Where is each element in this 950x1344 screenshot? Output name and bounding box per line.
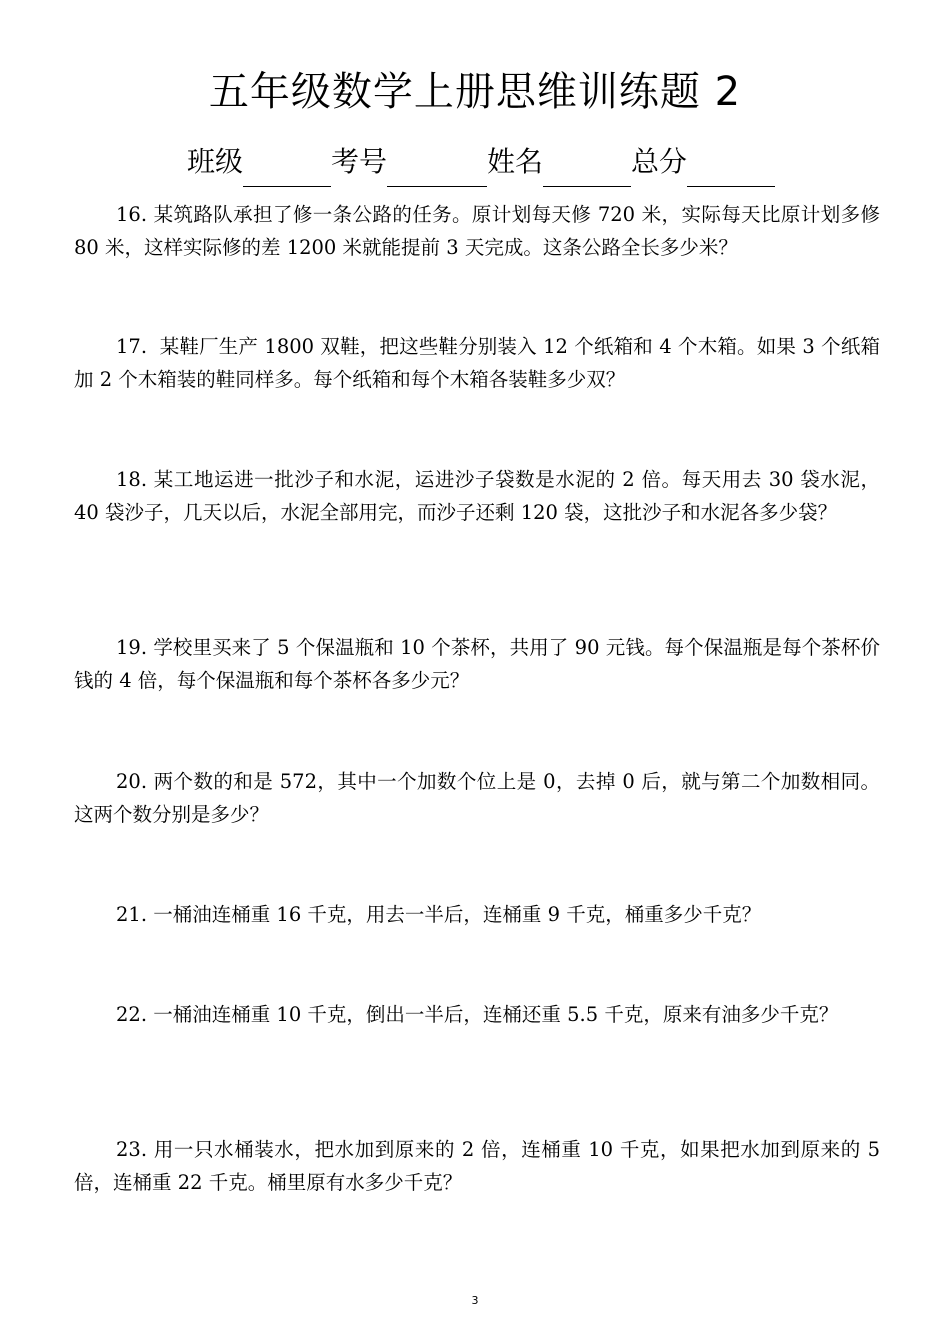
- class-field: [187, 142, 331, 187]
- class-blank[interactable]: [243, 142, 331, 187]
- total-score-label: 总分: [631, 145, 688, 178]
- question-21: [74, 898, 880, 931]
- total-score-blank[interactable]: [687, 142, 775, 187]
- question-text: 某筑路队承担了修一条公路的任务。原计划每天修 720 米，实际每天比原计划多修 80 米，这样实际修的差 1200 米就能提前 3 天完成。这条公路全长多少米？: [74, 203, 880, 259]
- question-text: 某工地运进一批沙子和水泥，运进沙子袋数是水泥的 2 倍。每天用去 30 袋水泥，40 袋沙子，几天以后，水泥全部用完，而沙子还剩 120 袋，这批沙子和水泥各多少袋？: [74, 468, 881, 524]
- question-number: 22.: [116, 1003, 148, 1026]
- question-number: 23.: [116, 1138, 148, 1161]
- question-text: 某鞋厂生产 1800 双鞋，把这些鞋分别装入 12 个纸箱和 4 个木箱。如果 3 个纸箱加 2 个木箱装的鞋同样多。每个纸箱和每个木箱各装鞋多少双？: [74, 335, 880, 391]
- exam-number-field: [331, 142, 487, 187]
- class-label: 班级: [187, 145, 244, 178]
- name-field: [487, 142, 631, 187]
- page-title: 五年级数学上册思维训练题 2: [208, 69, 742, 115]
- question-19: [74, 631, 880, 697]
- exam-number-label: 考号: [331, 145, 388, 178]
- question-text: 学校里买来了 5 个保温瓶和 10 个茶杯，共用了 90 元钱。每个保温瓶是每个茶杯价钱的 4 倍，每个保温瓶和每个茶杯各多少元？: [74, 636, 880, 692]
- question-17: [74, 330, 880, 396]
- question-text: 两个数的和是 572，其中一个加数个位上是 0，去掉 0 后，就与第二个加数相同。这两个数分别是多少？: [74, 770, 881, 826]
- exam-number-blank[interactable]: [387, 142, 487, 187]
- question-23: [74, 1133, 880, 1199]
- question-number: 18.: [116, 468, 148, 491]
- total-score-field: [631, 142, 775, 187]
- question-number: 20.: [116, 770, 148, 793]
- question-20: [74, 765, 880, 831]
- question-number: 19.: [116, 636, 148, 659]
- question-text: 用一只水桶装水，把水加到原来的 2 倍，连桶重 10 千克，如果把水加到原来的 5 倍，连桶重 22 千克。桶里原有水多少千克？: [74, 1138, 881, 1194]
- question-22: [74, 998, 880, 1031]
- question-text: 一桶油连桶重 10 千克，倒出一半后，连桶还重 5.5 千克，原来有油多少千克？: [153, 1003, 839, 1026]
- question-text: 一桶油连桶重 16 千克，用去一半后，连桶重 9 千克，桶重多少千克？: [153, 903, 762, 926]
- header-fields: [187, 142, 775, 188]
- question-number: 17.: [116, 335, 148, 358]
- question-number: 21.: [116, 903, 148, 926]
- name-blank[interactable]: [543, 142, 631, 187]
- question-18: [74, 463, 880, 529]
- name-label: 姓名: [487, 145, 544, 178]
- page-number: 3: [471, 1294, 479, 1307]
- question-number: 16.: [116, 203, 148, 226]
- question-16: [74, 198, 880, 264]
